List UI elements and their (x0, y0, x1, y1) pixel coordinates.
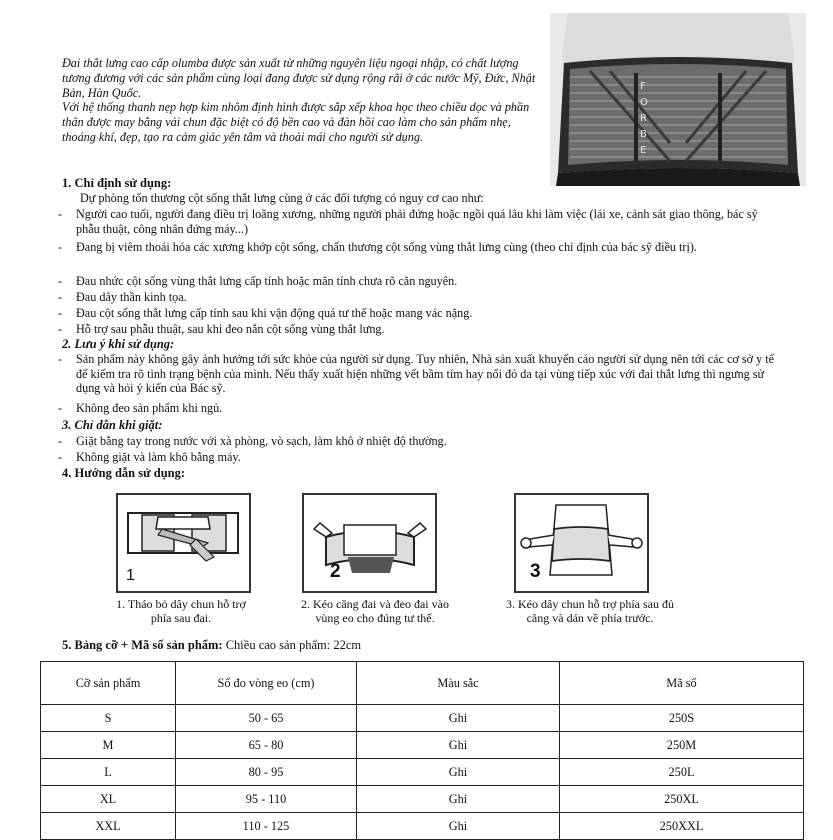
table-row (41, 732, 804, 759)
intro-paragraph-1: Đai thắt lưng cao cấp olumba được sản xuất từ những nguyên liệu ngoại nhập, có chất lượng tương đương với các sản phẩm cùng loại đang được sử dụng rộng rãi ở các nước Mỹ, Đức, Nhật Bản, Hàn Quốc. (62, 56, 536, 100)
section-1-item: - Đau nhức cột sống vùng thắt lưng cấp tính hoặc mãn tính chưa rõ căn nguyên. (58, 274, 458, 288)
section-2-title: 2. Lưu ý khi sử dụng: (62, 337, 175, 351)
table-cell: S (41, 705, 176, 732)
intro-paragraph-2: Với hệ thống thanh nẹp hợp kim nhôm định hình được sắp xếp khoa học theo chiều dọc và phần thân được may bằng vải chun đặc biệt có độ bền cao và đàn hồi cao làm cho sản phẩm nhẹ, thoáng khí, đẹp, tạo ra cảm giác yên tâm và thoải mái cho người sử dụng. (62, 100, 530, 144)
instruction-figure-1 (116, 493, 251, 593)
brand-letter-e: E (640, 145, 647, 156)
brand-letter-r: R (640, 113, 647, 124)
brand-letter-f: F (640, 81, 646, 92)
figure-2-number: 2 (330, 561, 341, 582)
section-1-item: - Đau dây thần kinh tọa. (58, 290, 187, 304)
table-row (41, 786, 804, 813)
table-cell: 250S (560, 705, 804, 732)
table-header-cell: Cỡ sản phẩm (41, 662, 176, 705)
section-3-title: 3. Chỉ dẫn khi giặt: (62, 418, 163, 432)
section-1-title: 1. Chỉ định sử dụng: (62, 176, 172, 190)
section-3-item: - Giặt bằng tay trong nước với xà phòng, vò sạch, làm khô ở nhiệt độ thường. (58, 434, 447, 448)
table-cell: Ghi (357, 705, 560, 732)
section-2-item: - Không đeo sản phẩm khi ngủ. (58, 401, 223, 415)
section-1-lead: Dự phòng tổn thương cột sống thắt lưng cùng ở các đối tượng có nguy cơ cao như: (80, 191, 484, 205)
intro-text (62, 56, 542, 145)
table-row (41, 813, 804, 840)
table-cell: 50 - 65 (176, 705, 357, 732)
table-cell: L (41, 759, 176, 786)
table-header-cell: Màu sắc (357, 662, 560, 705)
table-cell: M (41, 732, 176, 759)
figure-1-number: 1 (126, 567, 135, 584)
section-5-subtitle: Chiều cao sản phẩm: 22cm (225, 638, 362, 652)
table-cell: 250M (560, 732, 804, 759)
table-row (41, 705, 804, 732)
figure-1-caption: 1. Tháo bỏ dây chun hỗ trợ phía sau đai. (116, 597, 246, 625)
section-3-item: - Không giặt và làm khô bằng máy. (58, 450, 241, 464)
section-1-item: - Người cao tuổi, người đang điều trị loãng xương, những người phải đứng hoặc ngồi quá lâu khi làm việc (lái xe, cảnh sát giao thông, bác sỹ phẫu thuật, công nhân đứng máy...) (58, 207, 758, 236)
section-5-heading (62, 638, 361, 653)
brand-letter-b: B (640, 129, 647, 140)
table-cell: XL (41, 786, 176, 813)
section-5-title: 5. Bảng cỡ + Mã số sản phẩm: (62, 638, 223, 652)
section-4-title: 4. Hướng dẫn sử dụng: (62, 466, 186, 480)
table-cell: 65 - 80 (176, 732, 357, 759)
section-2-item: - Sản phẩm này không gây ảnh hưởng tới sức khỏe của người sử dụng. Tuy nhiên, Nhà sản xuất khuyến cáo người sử dụng nên tới các cơ sở y tế để kiểm tra rõ tình trạng bệnh của mình. Nếu thấy xuất hiện những vết bầm tím hay nổi đỏ da tại vùng tiếp xúc với đai thắt lưng thì ngưng sử dụng và hỏi ý kiến của Bác sỹ. (58, 352, 775, 395)
figure-3-number: 3 (530, 561, 541, 582)
table-cell: Ghi (357, 786, 560, 813)
table-cell: Ghi (357, 813, 560, 840)
table-cell: 80 - 95 (176, 759, 357, 786)
figure-2-caption: 2. Kéo căng đai và đeo đai vào vùng eo cho đúng tư thế. (301, 597, 449, 625)
belt-wrap-illustration (304, 495, 435, 591)
table-cell: 250L (560, 759, 804, 786)
table-cell: Ghi (357, 759, 560, 786)
table-header-cell: Mã số (560, 662, 804, 705)
instruction-figure-3 (514, 493, 649, 593)
section-1-item: - Đang bị viêm thoái hóa các xương khớp cột sống, chấn thương cột sống vùng thắt lưng cùng (theo chỉ định của bác sỹ điều trị). (58, 240, 697, 254)
table-cell: 250XXL (560, 813, 804, 840)
size-table (40, 661, 804, 840)
table-header-cell: Số đo vòng eo (cm) (176, 662, 357, 705)
table-cell: 250XL (560, 786, 804, 813)
section-1-item: - Đau cột sống thắt lưng cấp tính sau khi vận động quá tư thế hoặc mang vác nặng. (58, 306, 473, 320)
table-row (41, 759, 804, 786)
section-1-item: - Hỗ trợ sau phẫu thuật, sau khi đeo nắn cột sống vùng thắt lưng. (58, 322, 385, 336)
table-cell: 95 - 110 (176, 786, 357, 813)
brand-letter-o: O (640, 97, 648, 108)
instruction-figure-2 (302, 493, 437, 593)
figure-3-caption: 3. Kéo dây chun hỗ trợ phía sau đủ căng và dán về phía trước. (506, 597, 674, 625)
belt-unstrap-illustration (118, 495, 249, 591)
table-cell: XXL (41, 813, 176, 840)
table-cell: Ghi (357, 732, 560, 759)
table-cell: 110 - 125 (176, 813, 357, 840)
product-photo (550, 13, 806, 186)
table-header-row (41, 662, 804, 705)
back-brace-illustration (550, 13, 806, 186)
